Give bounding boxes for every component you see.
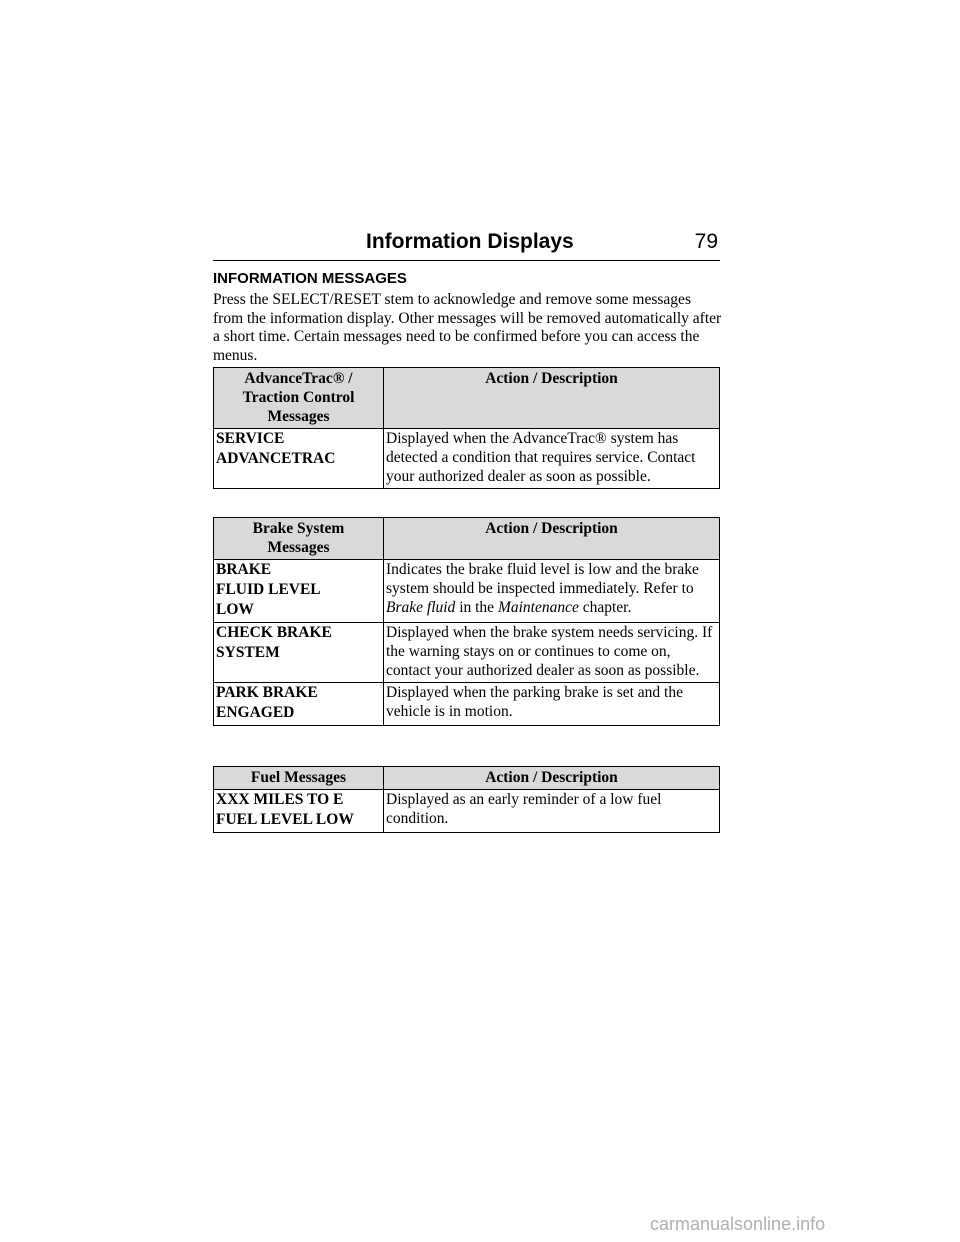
table-row [214,560,720,623]
cross-reference-link[interactable]: Brake fluid [386,599,456,616]
column-header-message: AdvanceTrac® / Traction Control Messages [214,368,384,429]
column-header-description: Action / Description [384,767,720,790]
fuel-messages-table [213,766,720,833]
column-header-description: Action / Description [384,518,720,560]
column-header-message: Brake System Messages [214,518,384,560]
site-watermark: carmanualsonline.info [650,1214,826,1234]
chapter-title: Information Displays [366,230,574,253]
message-description: Displayed when the AdvanceTrac® system has detected a condition that requires service. Contact your authorized dealer as soon as possible. [384,429,720,489]
message-description: Displayed when the parking brake is set and the vehicle is in motion. [384,683,720,726]
message-name: SERVICE ADVANCETRAC [214,429,384,489]
column-header-message: Fuel Messages [214,767,384,790]
message-name: PARK BRAKE ENGAGED [214,683,384,726]
description-text: Indicates the brake fluid level is low and the brake system should be inspected immediately. Refer to [386,561,699,597]
message-name: BRAKE FLUID LEVEL LOW [214,560,384,623]
brake-system-messages-table [213,517,720,726]
description-text: chapter. [582,599,632,616]
section-heading: INFORMATION MESSAGES [213,270,407,287]
table-header-row [214,368,720,429]
message-description: Displayed when the brake system needs servicing. If the warning stays on or continues to come on, contact your authorized dealer as soon as possible. [384,623,720,683]
message-description [384,560,720,623]
page-header [213,230,720,260]
table-row [214,683,720,726]
table-row [214,429,720,489]
message-name: XXX MILES TO E FUEL LEVEL LOW [214,790,384,833]
table-row [214,790,720,833]
table-row [214,623,720,683]
table-header-row [214,767,720,790]
message-description: Displayed as an early reminder of a low fuel condition. [384,790,720,833]
intro-paragraph: Press the SELECT/RESET stem to acknowledge and remove some messages from the information display. Other messages will be removed automatically after a short time. Certain messages need to be confirmed before you can access the menus. [213,291,722,364]
message-name: CHECK BRAKE SYSTEM [214,623,384,683]
column-header-description: Action / Description [384,368,720,429]
page-number: 79 [694,230,718,253]
cross-reference-chapter[interactable]: Maintenance [497,599,579,616]
description-text: in the [459,599,495,616]
table-header-row [214,518,720,560]
header-rule [213,260,720,261]
advancetrac-messages-table [213,367,720,489]
